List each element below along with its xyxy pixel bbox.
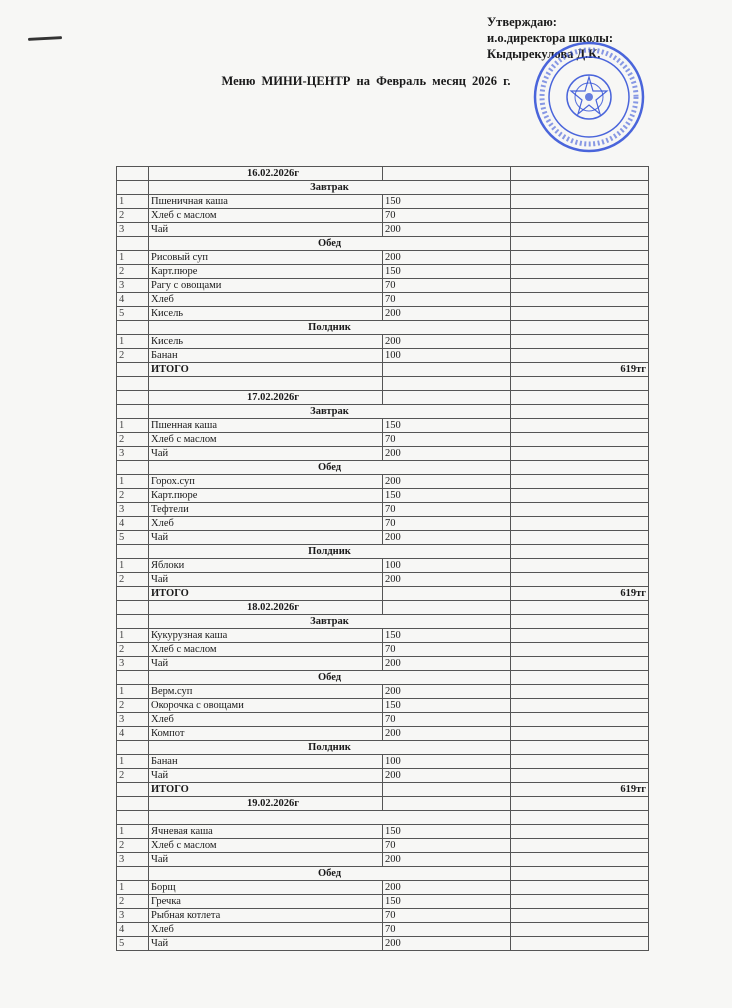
price-cell — [511, 797, 649, 811]
scan-mark — [28, 36, 62, 41]
date-row — [117, 601, 649, 615]
dish-name: Рисовый суп — [149, 251, 383, 265]
dish-name: Ячневая каша — [149, 825, 383, 839]
dish-name: Чай — [149, 853, 383, 867]
price-cell — [511, 503, 649, 517]
item-number: 3 — [117, 713, 149, 727]
price-cell — [511, 279, 649, 293]
table-row — [117, 489, 649, 503]
price-cell — [511, 671, 649, 685]
portion-grams: 70 — [383, 209, 511, 223]
table-row — [117, 727, 649, 741]
price-cell — [511, 167, 649, 181]
num-cell — [117, 181, 149, 195]
approval-line: и.о.директора школы: — [487, 31, 614, 45]
dish-name: Хлеб с маслом — [149, 643, 383, 657]
dish-name: Горох.суп — [149, 475, 383, 489]
table-row — [117, 853, 649, 867]
date-label: 18.02.2026г — [149, 601, 383, 615]
meal-name: Завтрак — [149, 181, 511, 195]
date-row — [117, 797, 649, 811]
table-row — [117, 643, 649, 657]
table-row — [117, 447, 649, 461]
blank-cell — [383, 377, 511, 391]
table-row — [117, 279, 649, 293]
portion-grams: 70 — [383, 713, 511, 727]
item-number: 1 — [117, 629, 149, 643]
table-row — [117, 839, 649, 853]
item-number: 2 — [117, 643, 149, 657]
item-number: 2 — [117, 769, 149, 783]
num-cell — [117, 237, 149, 251]
price-cell — [511, 419, 649, 433]
price-cell — [511, 545, 649, 559]
price-cell — [511, 531, 649, 545]
table-row — [117, 223, 649, 237]
dish-name: Гречка — [149, 895, 383, 909]
table-row — [117, 503, 649, 517]
table-row — [117, 195, 649, 209]
item-number: 4 — [117, 727, 149, 741]
dish-name: Тефтели — [149, 503, 383, 517]
item-number: 5 — [117, 531, 149, 545]
meal-header-row — [117, 321, 649, 335]
price-cell — [511, 223, 649, 237]
portion-grams: 70 — [383, 433, 511, 447]
price-cell — [511, 209, 649, 223]
official-stamp-icon — [532, 40, 646, 154]
qty-cell — [383, 601, 511, 615]
table-row — [117, 629, 649, 643]
item-number: 1 — [117, 685, 149, 699]
item-number: 3 — [117, 279, 149, 293]
table-row — [117, 685, 649, 699]
qty-cell — [383, 783, 511, 797]
table-row — [117, 475, 649, 489]
portion-grams: 70 — [383, 909, 511, 923]
dish-name: Чай — [149, 223, 383, 237]
portion-grams: 150 — [383, 265, 511, 279]
item-number: 3 — [117, 447, 149, 461]
item-number: 2 — [117, 489, 149, 503]
portion-grams: 70 — [383, 839, 511, 853]
table-row — [117, 909, 649, 923]
total-price: 619тг — [511, 587, 649, 601]
dish-name: Яблоки — [149, 559, 383, 573]
total-row — [117, 587, 649, 601]
portion-grams: 150 — [383, 895, 511, 909]
price-cell — [511, 839, 649, 853]
price-cell — [511, 433, 649, 447]
table-row — [117, 881, 649, 895]
num-cell — [117, 167, 149, 181]
price-cell — [511, 517, 649, 531]
table-row — [117, 755, 649, 769]
portion-grams: 200 — [383, 531, 511, 545]
price-cell — [511, 265, 649, 279]
table-row — [117, 265, 649, 279]
item-number: 5 — [117, 307, 149, 321]
portion-grams: 200 — [383, 335, 511, 349]
num-cell — [117, 405, 149, 419]
dish-name: Чай — [149, 657, 383, 671]
qty-cell — [383, 363, 511, 377]
portion-grams: 150 — [383, 825, 511, 839]
blank-cell — [117, 377, 149, 391]
portion-grams: 200 — [383, 573, 511, 587]
table-row — [117, 559, 649, 573]
item-number: 2 — [117, 209, 149, 223]
qty-cell — [383, 797, 511, 811]
price-cell — [511, 699, 649, 713]
meal-header-row — [117, 811, 649, 825]
portion-grams: 200 — [383, 937, 511, 951]
item-number: 2 — [117, 349, 149, 363]
portion-grams: 200 — [383, 475, 511, 489]
price-cell — [511, 573, 649, 587]
portion-grams: 100 — [383, 349, 511, 363]
item-number: 3 — [117, 503, 149, 517]
price-cell — [511, 909, 649, 923]
item-number: 3 — [117, 657, 149, 671]
price-cell — [511, 559, 649, 573]
price-cell — [511, 335, 649, 349]
price-cell — [511, 867, 649, 881]
portion-grams: 150 — [383, 489, 511, 503]
total-label: ИТОГО — [149, 363, 383, 377]
table-row — [117, 937, 649, 951]
dish-name: Кукурузная каша — [149, 629, 383, 643]
date-label: 19.02.2026г — [149, 797, 383, 811]
item-number: 4 — [117, 923, 149, 937]
item-number: 3 — [117, 853, 149, 867]
price-cell — [511, 307, 649, 321]
date-row — [117, 391, 649, 405]
dish-name: Чай — [149, 531, 383, 545]
menu-table — [116, 166, 649, 951]
item-number: 1 — [117, 335, 149, 349]
portion-grams: 200 — [383, 853, 511, 867]
price-cell — [511, 685, 649, 699]
portion-grams: 200 — [383, 447, 511, 461]
portion-grams: 70 — [383, 293, 511, 307]
dish-name: Верм.суп — [149, 685, 383, 699]
dish-name: Чай — [149, 937, 383, 951]
price-cell — [511, 321, 649, 335]
num-cell — [117, 363, 149, 377]
price-cell — [511, 461, 649, 475]
meal-header-row — [117, 545, 649, 559]
portion-grams: 150 — [383, 419, 511, 433]
dish-name: Пшеничная каша — [149, 195, 383, 209]
price-cell — [511, 293, 649, 307]
meal-header-row — [117, 615, 649, 629]
dish-name: Карт.пюре — [149, 489, 383, 503]
table-row — [117, 433, 649, 447]
portion-grams: 200 — [383, 727, 511, 741]
item-number: 1 — [117, 195, 149, 209]
dish-name: Хлеб с маслом — [149, 433, 383, 447]
dish-name: Карт.пюре — [149, 265, 383, 279]
date-row — [117, 167, 649, 181]
table-row — [117, 713, 649, 727]
portion-grams: 200 — [383, 685, 511, 699]
meal-header-row — [117, 181, 649, 195]
dish-name: Чай — [149, 769, 383, 783]
dish-name: Борщ — [149, 881, 383, 895]
dish-name: Рагу с овощами — [149, 279, 383, 293]
num-cell — [117, 811, 149, 825]
meal-name: Полдник — [149, 741, 511, 755]
item-number: 2 — [117, 573, 149, 587]
table-row — [117, 531, 649, 545]
table-row — [117, 769, 649, 783]
price-cell — [511, 657, 649, 671]
price-cell — [511, 251, 649, 265]
price-cell — [511, 937, 649, 951]
table-row — [117, 349, 649, 363]
price-cell — [511, 825, 649, 839]
item-number: 4 — [117, 517, 149, 531]
qty-cell — [383, 587, 511, 601]
num-cell — [117, 545, 149, 559]
portion-grams: 150 — [383, 699, 511, 713]
dish-name: Хлеб с маслом — [149, 839, 383, 853]
portion-grams: 100 — [383, 755, 511, 769]
num-cell — [117, 391, 149, 405]
item-number: 3 — [117, 909, 149, 923]
table-row — [117, 825, 649, 839]
table-row — [117, 209, 649, 223]
table-row — [117, 251, 649, 265]
item-number: 1 — [117, 881, 149, 895]
table-row — [117, 293, 649, 307]
item-number: 2 — [117, 699, 149, 713]
price-cell — [511, 741, 649, 755]
dish-name: Хлеб — [149, 517, 383, 531]
price-cell — [511, 643, 649, 657]
price-cell — [511, 405, 649, 419]
price-cell — [511, 181, 649, 195]
num-cell — [117, 671, 149, 685]
num-cell — [117, 741, 149, 755]
item-number: 1 — [117, 559, 149, 573]
table-row — [117, 573, 649, 587]
price-cell — [511, 853, 649, 867]
meal-name: Обед — [149, 867, 511, 881]
meal-name: Обед — [149, 671, 511, 685]
meal-header-row — [117, 461, 649, 475]
dish-name: Рыбная котлета — [149, 909, 383, 923]
price-cell — [511, 881, 649, 895]
table-row — [117, 335, 649, 349]
price-cell — [511, 489, 649, 503]
price-cell — [511, 475, 649, 489]
portion-grams: 100 — [383, 559, 511, 573]
num-cell — [117, 601, 149, 615]
price-cell — [511, 727, 649, 741]
portion-grams: 150 — [383, 629, 511, 643]
portion-grams: 70 — [383, 279, 511, 293]
num-cell — [117, 587, 149, 601]
item-number: 1 — [117, 475, 149, 489]
price-cell — [511, 629, 649, 643]
item-number: 3 — [117, 223, 149, 237]
meal-header-row — [117, 741, 649, 755]
portion-grams: 150 — [383, 195, 511, 209]
price-cell — [511, 601, 649, 615]
item-number: 5 — [117, 937, 149, 951]
date-label: 17.02.2026г — [149, 391, 383, 405]
portion-grams: 70 — [383, 517, 511, 531]
meal-name: Завтрак — [149, 615, 511, 629]
dish-name: Кисель — [149, 307, 383, 321]
price-cell — [511, 923, 649, 937]
item-number: 2 — [117, 839, 149, 853]
meal-name — [149, 811, 511, 825]
price-cell — [511, 811, 649, 825]
approval-line: Кыдырекулова Д.К. — [487, 47, 601, 61]
qty-cell — [383, 391, 511, 405]
price-cell — [511, 195, 649, 209]
table-row — [117, 895, 649, 909]
approval-line: Утверждаю: — [487, 15, 557, 29]
date-label: 16.02.2026г — [149, 167, 383, 181]
table-row — [117, 923, 649, 937]
meal-name: Полдник — [149, 321, 511, 335]
item-number: 4 — [117, 293, 149, 307]
price-cell — [511, 769, 649, 783]
dish-name: Компот — [149, 727, 383, 741]
dish-name: Хлеб с маслом — [149, 209, 383, 223]
portion-grams: 200 — [383, 657, 511, 671]
blank-cell — [149, 377, 383, 391]
item-number: 1 — [117, 419, 149, 433]
total-row — [117, 783, 649, 797]
document-title: Меню МИНИ-ЦЕНТР на Февраль месяц 2026 г. — [221, 74, 511, 88]
dish-name: Кисель — [149, 335, 383, 349]
meal-header-row — [117, 405, 649, 419]
num-cell — [117, 321, 149, 335]
total-label: ИТОГО — [149, 587, 383, 601]
item-number: 1 — [117, 755, 149, 769]
dish-name: Хлеб — [149, 923, 383, 937]
num-cell — [117, 797, 149, 811]
price-cell — [511, 349, 649, 363]
meal-header-row — [117, 867, 649, 881]
price-cell — [511, 447, 649, 461]
table-row — [117, 419, 649, 433]
num-cell — [117, 783, 149, 797]
num-cell — [117, 615, 149, 629]
qty-cell — [383, 167, 511, 181]
item-number: 2 — [117, 433, 149, 447]
item-number: 2 — [117, 265, 149, 279]
dish-name: Пшенная каша — [149, 419, 383, 433]
portion-grams: 200 — [383, 223, 511, 237]
blank-row — [117, 377, 649, 391]
portion-grams: 200 — [383, 251, 511, 265]
table-row — [117, 307, 649, 321]
dish-name: Окорочка с овощами — [149, 699, 383, 713]
num-cell — [117, 867, 149, 881]
blank-cell — [511, 377, 649, 391]
table-row — [117, 517, 649, 531]
meal-header-row — [117, 671, 649, 685]
meal-name: Обед — [149, 461, 511, 475]
total-row — [117, 363, 649, 377]
dish-name: Хлеб — [149, 713, 383, 727]
total-price: 619тг — [511, 363, 649, 377]
price-cell — [511, 237, 649, 251]
total-price: 619тг — [511, 783, 649, 797]
meal-name: Обед — [149, 237, 511, 251]
meal-header-row — [117, 237, 649, 251]
portion-grams: 70 — [383, 503, 511, 517]
item-number: 1 — [117, 825, 149, 839]
meal-name: Полдник — [149, 545, 511, 559]
price-cell — [511, 391, 649, 405]
item-number: 1 — [117, 251, 149, 265]
price-cell — [511, 713, 649, 727]
price-cell — [511, 615, 649, 629]
item-number: 2 — [117, 895, 149, 909]
portion-grams: 70 — [383, 643, 511, 657]
dish-name: Чай — [149, 573, 383, 587]
dish-name: Хлеб — [149, 293, 383, 307]
num-cell — [117, 461, 149, 475]
meal-name: Завтрак — [149, 405, 511, 419]
price-cell — [511, 895, 649, 909]
dish-name: Чай — [149, 447, 383, 461]
portion-grams: 70 — [383, 923, 511, 937]
table-row — [117, 657, 649, 671]
price-cell — [511, 755, 649, 769]
portion-grams: 200 — [383, 881, 511, 895]
portion-grams: 200 — [383, 307, 511, 321]
total-label: ИТОГО — [149, 783, 383, 797]
dish-name: Банан — [149, 755, 383, 769]
portion-grams: 200 — [383, 769, 511, 783]
table-row — [117, 699, 649, 713]
dish-name: Банан — [149, 349, 383, 363]
